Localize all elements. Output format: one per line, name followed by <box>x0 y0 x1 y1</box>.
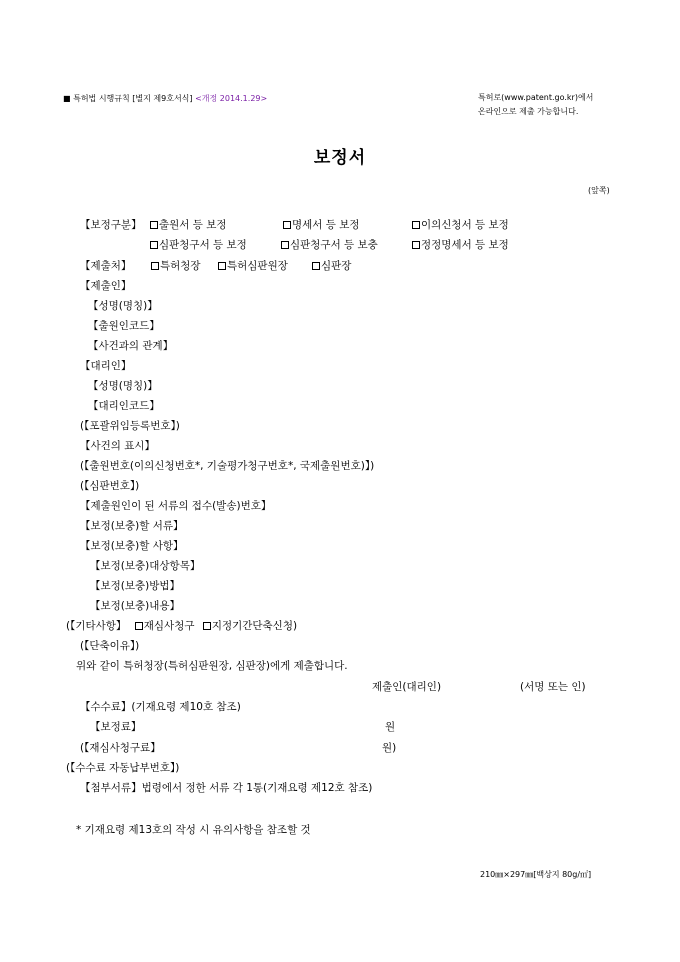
checkbox-icon <box>135 622 143 630</box>
checkbox-icon <box>150 241 158 249</box>
agent-name-label: 【성명(명칭)】 <box>88 380 158 392</box>
submit-to-option[interactable]: 특허심판원장 <box>218 258 288 273</box>
amend-type-option[interactable]: 정정명세서 등 보정 <box>412 237 509 252</box>
checkbox-icon <box>151 262 159 270</box>
other-option[interactable]: 지정기간단축신청 <box>203 620 293 632</box>
submitter-code-label: 【출원인코드】 <box>88 320 160 332</box>
shorten-reason-label: (【단축이유】) <box>80 640 140 652</box>
amend-type-option[interactable]: 심판청구서 등 보정 <box>150 237 247 252</box>
checkbox-icon <box>203 622 211 630</box>
reexam-fee-label: (【재심사청구료】 <box>80 742 161 754</box>
other-matters-row <box>66 618 297 633</box>
agent-label: 【대리인】 <box>80 360 132 372</box>
submit-to-option[interactable]: 심판장 <box>312 258 351 273</box>
page-side: (앞쪽) <box>588 186 610 195</box>
fee-label: 【수수료】(기재요령 제10호 참조) <box>80 701 241 713</box>
note-text: * 기재요령 제13호의 작성 시 유의사항을 참조할 것 <box>76 824 311 836</box>
case-display-label: 【사건의 표시】 <box>80 440 156 452</box>
general-poa-label: (【포괄위임등록번호】) <box>80 420 180 432</box>
reexam-fee-unit: 원) <box>382 742 397 754</box>
amend-fee-unit: 원 <box>385 721 396 733</box>
amend-content-label: 【보정(보충)내용】 <box>90 600 181 612</box>
other-option[interactable]: 재심사청구 <box>135 620 195 632</box>
checkbox-icon <box>412 241 420 249</box>
online-notice-line1: 특허로(www.patent.go.kr)에서 <box>478 93 594 102</box>
signer-label: 제출인(대리인) <box>372 681 442 693</box>
auto-pay-label: (【수수료 자동납부번호】) <box>66 762 180 774</box>
checkbox-icon <box>150 221 158 229</box>
signature-label: (서명 또는 인) <box>520 681 586 693</box>
amend-type-option[interactable]: 이의신청서 등 보정 <box>412 217 509 232</box>
agent-code-label: 【대리인코드】 <box>88 400 160 412</box>
case-numbers-label: (【출원번호(이의신청번호*, 기술평가청구번호*, 국제출원번호)】) <box>80 460 375 472</box>
paper-spec: 210㎜×297㎜[백상지 80g/㎡] <box>480 870 592 879</box>
submit-to-option[interactable]: 특허청장 <box>151 258 201 273</box>
amend-items-label: 【보정(보충)할 사항】 <box>80 540 184 552</box>
amend-target-label: 【보정(보충)대상항목】 <box>90 560 201 572</box>
revision-date: <개정 2014.1.29> <box>195 94 268 103</box>
checkbox-icon <box>412 221 420 229</box>
amend-method-label: 【보정(보충)방법】 <box>90 580 181 592</box>
attachments-label: 【첨부서류】법령에서 정한 서류 각 1통(기재요령 제12호 참조) <box>80 782 373 794</box>
submit-to-label: 【제출처】 <box>80 260 132 272</box>
receipt-number-label: 【제출원인이 된 서류의 접수(발송)번호】 <box>80 500 272 512</box>
amend-type-option[interactable]: 심판청구서 등 보충 <box>281 237 378 252</box>
amend-type-option[interactable]: 출원서 등 보정 <box>150 217 227 232</box>
checkbox-icon <box>283 221 291 229</box>
amend-fee-label: 【보정료】 <box>90 721 142 733</box>
checkbox-icon <box>312 262 320 270</box>
other-close: ) <box>292 620 298 632</box>
page-title: 보정서 <box>313 148 367 168</box>
submitter-name-label: 【성명(명칭)】 <box>88 300 158 312</box>
amend-document-label: 【보정(보충)할 서류】 <box>80 520 184 532</box>
law-ref-text: ■ 특허법 시행규칙 [별지 제9호서식] <box>63 94 193 103</box>
checkbox-icon <box>218 262 226 270</box>
other-matters-label: (【기타사항】 <box>66 620 127 632</box>
submitter-label: 【제출인】 <box>80 280 132 292</box>
statement-text: 위와 같이 특허청장(특허심판원장, 심판장)에게 제출합니다. <box>76 660 348 672</box>
amend-type-label: 【보정구분】 <box>80 219 142 231</box>
case-relation-label: 【사건과의 관계】 <box>88 340 174 352</box>
amend-type-option[interactable]: 명세서 등 보정 <box>283 217 360 232</box>
law-reference <box>63 93 267 104</box>
online-notice-line2: 온라인으로 제출 가능합니다. <box>478 107 579 116</box>
trial-number-label: (【심판번호】) <box>80 480 140 492</box>
checkbox-icon <box>281 241 289 249</box>
